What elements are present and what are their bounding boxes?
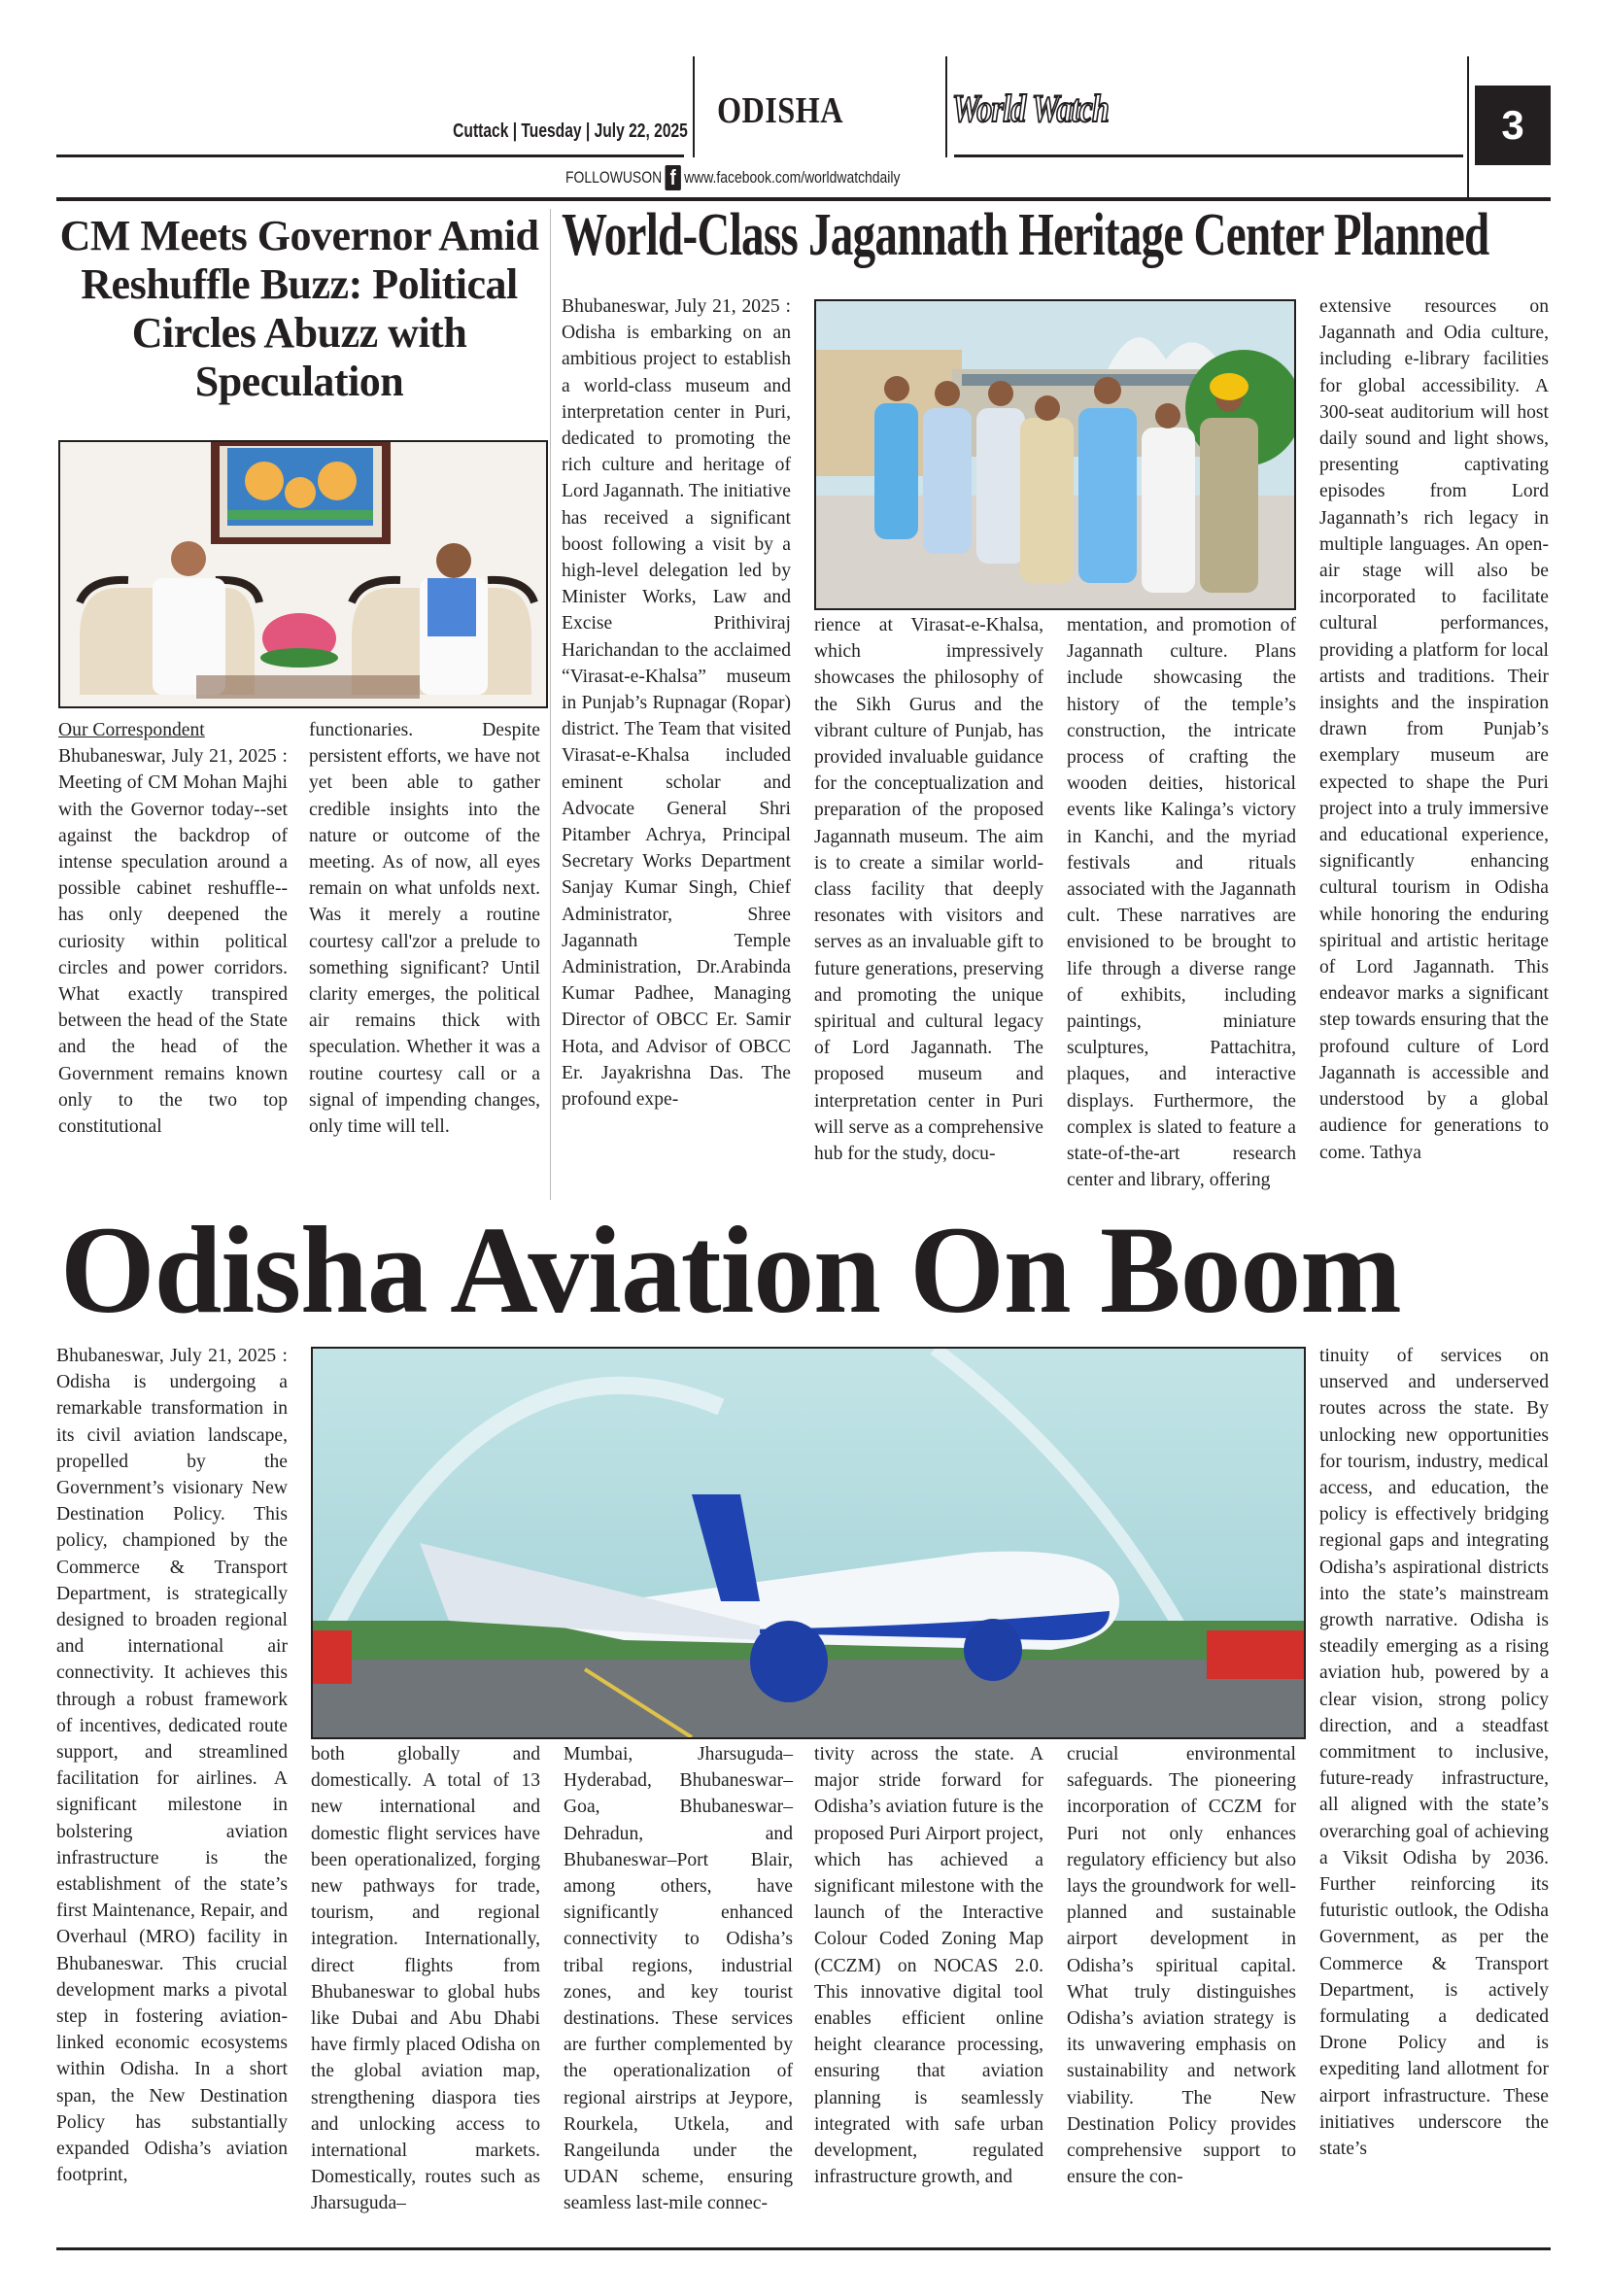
column-divider [550,209,551,1200]
aviation-text: Mumbai, Jharsuguda–Hyderabad, Bhubaneswar–Goa, Bhubaneswar–Dehradun, and Bhubaneswar–Port Blair, among others, have significantly enhanced connectivity to Odisha’s tribal regions, industrial zones, and key tourist destinations. These services are further complemented by the operationalization of regional airstrips at Jeypore, Rourkela, Utkela, and Rangeilunda under the UDAN scheme, ensuring seamless last-mile connec- [564,1744,793,2214]
cm-story-text: Bhubaneswar, July 21, 2025 : Meeting of CM Mohan Majhi with the Governor today--set against the backdrop of intense speculation around a possible cabinet reshuffle--has only deepened the curiosity within political circles and power corridors. What exactly transpired between the head of the State and the head of the Government remains known only to the two top constitutional [58,746,288,1138]
aviation-column-6 [1319,1343,1549,2162]
masthead-rule-right [954,154,1463,157]
heritage-column-2 [814,612,1043,1167]
aircraft-photo [311,1347,1306,1739]
footer-rule [56,2247,1551,2250]
aviation-text: crucial environmental safeguards. The pioneering incorporation of CCZM for Puri not only enhances regulatory efficiency but also lays the groundwork for well-planned and sustainable airport development in Odisha’s spiritual capital. What truly distinguishes Odisha’s aviation strategy is its unwavering emphasis on sustainability and network viability. The New Destination Policy provides comprehensive support to ensure the con- [1067,1744,1296,2188]
aviation-column-4 [814,1741,1043,2190]
masthead-divider [693,56,695,157]
delegation-photo [814,299,1296,610]
heritage-text: rience at Virasat-e-Khalsa, which impressively showcases the philosophy of the Sikh Gurus and the vibrant culture of Punjab, has provided invaluable guidance for the conceptualization and preparation of the proposed Jagannath museum. The aim is to create a similar world-class facility that deeply resonates with visitors and serves as an invaluable gift to future generations, preserving and promoting the unique spiritual and cultural legacy of Lord Jagannath. The proposed museum and interpretation center in Puri will serve as a comprehensive hub for the study, docu- [814,615,1043,1165]
heritage-story-headline: World-Class Jagannath Heritage Center Planned [562,202,1489,268]
follow-label: FOLLOWUSON [565,168,663,187]
cm-governor-photo-art [60,442,546,706]
heritage-column-1 [562,293,791,1113]
masthead-divider [1467,56,1469,198]
section-name: ODISHA [717,90,843,131]
aviation-column-3 [564,1741,793,2217]
cm-story-text: functionaries. Despite persistent efforts, we have not yet been able to gather credible insights into the nature or outcome of the meeting. As of now, all eyes remain on what unfolds next. Was it merely a routine courtesy call'zor a prelude to something significant? Until clarity emerges, the political air remains thick with speculation. Whether it was a routine courtesy call or a signal of impending changes, only time will tell. [309,720,540,1138]
world-watch-logo: World Watch [952,86,1110,130]
aircraft-photo-art [313,1349,1304,1737]
aviation-text: both globally and domestically. A total of 13 new international and domestic flight services have been operationalized, forging new pathways for trade, tourism, and regional integration. Internationally, direct flights from Bhubaneswar to global hubs like Dubai and Abu Dhabi have firmly placed Odisha on the global aviation map, strengthening diaspora ties and unlocking access to international markets. Domestically, routes such as Jharsuguda– [311,1744,540,2214]
aviation-text: tivity across the state. A major stride forward for Odisha’s aviation future is the proposed Puri Airport project, which has achieved a significant milestone with the launch of the Interactive Colour Coded Zoning Map (CCZM) on NOCAS 2.0. This innovative digital tool enables efficient online height clearance processing, ensuring that aviation planning is seamlessly integrated with safe urban development, regulated infrastructure growth, and [814,1744,1043,2188]
heritage-column-3 [1067,612,1296,1193]
masthead-dateline: Cuttack | Tuesday | July 22, 2025 [453,120,688,142]
aviation-text: tinuity of services on unserved and underserved routes across the state. By unlocking new opportunities for tourism, industry, medical access, and education, the policy is effectively bridging regional gaps and integrating Odisha’s aspirational districts into the state’s mainstream growth narrative. Odisha is steadily emerging as a rising aviation hub, powered by a clear vision, strong policy direction, and a steadfast commitment to inclusive, future-ready infrastructure, all aligned with the state’s overarching goal of achieving a Viksit Odisha by 2036. Further reinforcing its futuristic outlook, the Odisha Government, as per the Commerce & Transport Department, is actively formulating a dedicated Drone Policy and is expediting land allotment for airport infrastructure. These initiatives underscore the state’s [1319,1346,1549,2160]
byline: Our Correspondent [58,720,205,740]
heritage-text: Bhubaneswar, July 21, 2025 : Odisha is embarking on an ambitious project to establish a world-class museum and interpretation center in Puri, dedicated to promoting the rich culture and heritage of Lord Jagannath. The initiative has received a significant boost following a visit by a high-level delegation led by Minister Works, Law and Excise Prithiviraj Harichandan to the acclaimed “Virasat-e-Khalsa” museum in Punjab’s Rupnagar (Ropar) district. The Team that visited Virasat-e-Khalsa included eminent scholar and Advocate General Shri Pitamber Achrya, Principal Secretary Works Department Sanjay Kumar Singh, Chief Administrator, Shree Jagannath Temple Administration, Dr.Arabinda Kumar Padhee, Managing Director of OBCC Er. Samir Hota, and Advisor of OBCC Er. Jayakrishna Das. The profound expe- [562,296,791,1111]
aviation-column-2 [311,1741,540,2217]
masthead-divider [945,56,947,157]
masthead-rule-left [56,154,684,157]
cm-story-column-2 [309,717,540,1140]
cm-story-column-1 [58,717,288,1140]
delegation-photo-art [816,301,1294,608]
aviation-text: Bhubaneswar, July 21, 2025 : Odisha is undergoing a remarkable transformation in its civil aviation landscape, propelled by the Government’s visionary New Destination Policy. This policy, championed by the Commerce & Transport Department, is strategically designed to broaden regional and international air connectivity. It achieves this through a robust framework of incentives, dedicated route support, and streamlined facilitation for airlines. A significant milestone in bolstering aviation infrastructure is the establishment of the state’s first Maintenance, Repair, and Overhaul (MRO) facility in Bhubaneswar. This crucial development marks a pivotal step in fostering aviation-linked economic ecosystems within Odisha. In a short span, the New Destination Policy has substantially expanded Odisha’s aviation footprint, [56,1346,288,2186]
follow-us-bar[interactable] [565,165,900,190]
cm-governor-photo [58,440,548,708]
heritage-text: mentation, and promotion of Jagannath culture. Plans include showcasing the history of the temple’s construction, the intricate process of crafting the wooden deities, historical events like Kalinga’s victory in Kanchi, and the myriad festivals and rituals associated with the Jagannath cult. These narratives are envisioned to be brought to life through a diverse range of exhibits, including paintings, miniature sculptures, Pattachitra, plaques, and interactive displays. Furthermore, the complex is slated to feature a state-of-the-art research center and library, offering [1067,615,1296,1191]
facebook-url-link[interactable]: www.facebook.com/worldwatchdaily [684,168,901,187]
heritage-column-4 [1319,293,1549,1166]
cm-story-headline: CM Meets Governor Amid Reshuffle Buzz: Political Circles Abuzz with Speculation [59,212,539,405]
heritage-text: extensive resources on Jagannath and Odia culture, including e-library facilities for global accessibility. A 300-seat auditorium will host daily sound and light shows, presenting captivating episodes from Lord Jagannath’s rich legacy in multiple languages. An open-air stage will also be incorporated to facilitate cultural performances, providing a platform for local artists and traditions. Their insights and the inspiration drawn from Punjab’s exemplary museum are expected to shape the Puri project into a truly immersive and educational experience, significantly enhancing cultural tourism in Odisha while honoring the enduring spiritual and artistic heritage of Lord Jagannath. This endeavor marks a significant step towards ensuring that the profound culture of Lord Jagannath is accessible and understood by a global audience for generations to come. Tathya [1319,296,1549,1163]
facebook-icon[interactable]: f [665,165,680,190]
aviation-column-1 [56,1343,288,2189]
page-number: 3 [1475,86,1551,165]
aviation-story-headline: Odisha Aviation On Boom [60,1201,1401,1339]
aviation-column-5 [1067,1741,1296,2190]
